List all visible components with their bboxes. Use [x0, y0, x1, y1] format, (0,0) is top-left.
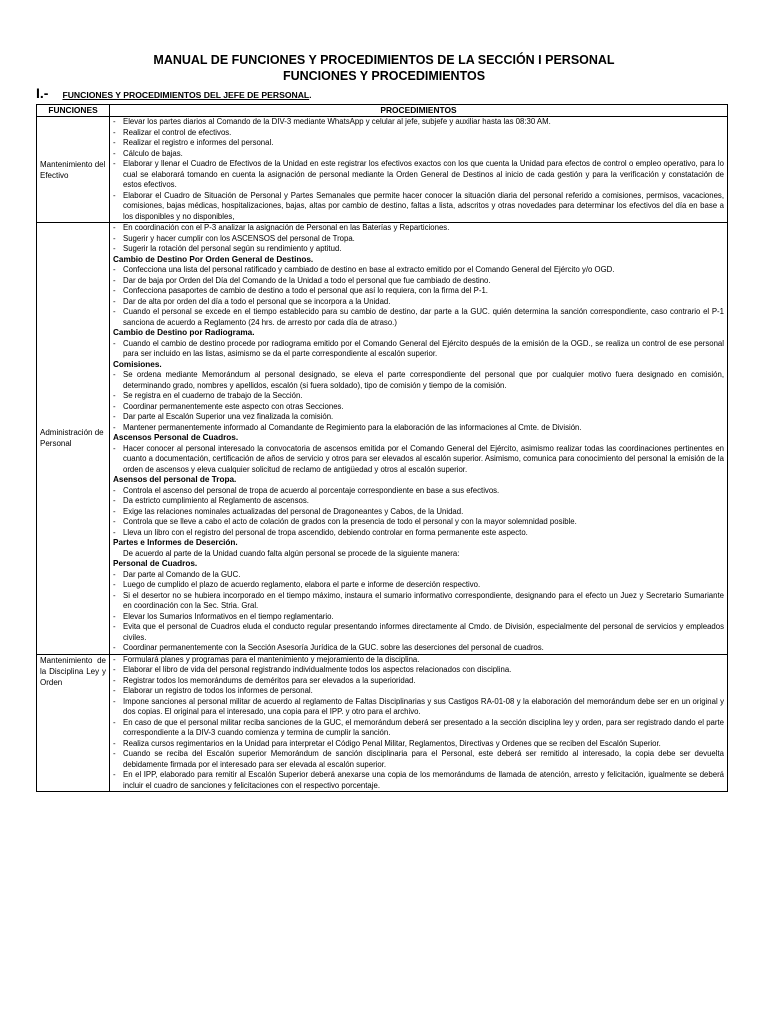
procedure-list: [113, 117, 724, 222]
list-item: - Cuando el cambio de destino procede por radiograma emitido por el Comando General del Ejército después de la emisión de la OGD., se realiza un control de ese personal para ser incluido en las listas, asimismo se da el parte correspondiente al escalón superior.: [113, 339, 724, 360]
list-item: - Elevar los Sumarios Informativos en el tiempo reglamentario.: [113, 612, 724, 623]
list-item: - Exige las relaciones nominales actualizadas del personal de Dragoneantes y Cabos, de la Unidad.: [113, 507, 724, 518]
subsection-heading: Comisiones.: [113, 359, 162, 369]
procedure-list: [113, 444, 724, 476]
procedures-cell: [110, 654, 728, 792]
section-heading: [36, 85, 312, 103]
functions-procedures-table: [36, 104, 728, 792]
list-item: - Cuando se reciba del Escalón superior Memorándum de sanción disciplinaria para el Personal, este deberá ser remitido al interesado, la copia debe ser devuelta debidamente firmada por el interesado para ser elevada al escalón superior.: [113, 749, 724, 770]
list-item: - Evita que el personal de Cuadros eluda el conducto regular presentando informes directamente al Cmdo. de División, especialmente del personal de servicios y empleados civiles.: [113, 622, 724, 643]
procedures-cell: [110, 117, 728, 223]
list-item: - Dar parte al Escalón Superior una vez finalizada la comisión.: [113, 412, 724, 423]
list-item: - Confecciona pasaportes de cambio de destino a todo el personal que así lo requiera, con la firma del P-1.: [113, 286, 724, 297]
section-number: I.-: [36, 85, 49, 101]
procedure-list: [113, 339, 724, 360]
list-item: - Elaborar un registro de todos los informes de personal.: [113, 686, 724, 697]
list-item: - Realizar el control de efectivos.: [113, 128, 724, 139]
subsection-heading: Cambio de Destino por Radiograma.: [113, 328, 255, 337]
subsection-heading: Personal de Cuadros.: [113, 559, 198, 568]
table-row: [37, 117, 728, 223]
list-item: - Dar de baja por Orden del Día del Comando de la Unidad a todo el personal que fue cambiado de destino.: [113, 276, 724, 287]
list-item: - Controla el ascenso del personal de tropa de acuerdo al porcentaje correspondiente en base a sus efectivos.: [113, 486, 724, 497]
procedure-list: [113, 265, 724, 328]
list-item: - En coordinación con el P-3 analizar la asignación de Personal en las Baterías y Reparticiones.: [113, 223, 724, 234]
list-item: - Sugerir la rotación del personal según su rendimiento y aptitud.: [113, 244, 724, 255]
function-cell: Mantenimiento de la Disciplina Ley y Orden: [37, 654, 110, 792]
list-item: - Hacer conocer al personal interesado la convocatoria de ascensos emitida por el Comando General del Ejército, asimismo realizar todas las coordinaciones pertinentes en cuanto a documentación, certificación de años de servicio y otros para ser elevados al escalón superior. Asimismo, comunica para conocimiento del personal la emisión de la orden de ascensos y eleva cualquier solicitud de reclamo de antigüedad y otros al escalón superior.: [113, 444, 724, 476]
list-item: - Elevar los partes diarios al Comando de la DIV-3 mediante WhatsApp y celular al jefe, subjefe y auxiliar hasta las 08:30 AM.: [113, 117, 724, 128]
list-item: - En el IPP, elaborado para remitir al Escalón Superior deberá anexarse una copia de los memorándums de llamada de atención, arresto y felicitación, igualmente se deberá incluir el cuadro de sanciones y felicitaciones con el respectivo porcentaje.: [113, 770, 724, 791]
subsection-heading: Ascensos Personal de Cuadros.: [113, 433, 239, 442]
function-cell: Mantenimiento del Efectivo: [37, 117, 110, 223]
document-subtitle: FUNCIONES Y PROCEDIMIENTOS: [282, 69, 486, 83]
list-item: - Coordinar permanentemente este aspecto con otras Secciones.: [113, 402, 724, 413]
list-item: - Si el desertor no se hubiera incorporado en el tiempo máximo, instaura el sumario informativo correspondiente, designando para el efecto un Juez y Secretario Sumariante en coordinación con la Sec. Stria. Gral.: [113, 591, 724, 612]
table-header-row: [37, 105, 728, 117]
table-row: [37, 223, 728, 655]
procedure-list: [113, 223, 724, 255]
list-item: - Se registra en el cuaderno de trabajo de la Sección.: [113, 391, 724, 402]
list-item: - Registrar todos los memorándums de deméritos para ser elevados a la superioridad.: [113, 676, 724, 687]
list-item: - Confecciona una lista del personal ratificado y cambiado de destino en base al extracto emitido por el Comando General del Ejército y/o OGD.: [113, 265, 724, 276]
table-row: [37, 654, 728, 792]
table-body: [37, 117, 728, 792]
section-title-suffix: .: [309, 90, 312, 100]
subsection-heading: Cambio de Destino Por Orden General de Destinos.: [113, 254, 314, 264]
procedure-list: [113, 570, 724, 654]
list-item: - Lleva un libro con el registro del personal de tropa ascendido, debiendo controlar en forma permanente este aspecto.: [113, 528, 724, 539]
list-item: - Luego de cumplido el plazo de acuerdo reglamento, elabora el parte e informe de deserción respectivo.: [113, 580, 724, 591]
list-item: - Sugerir y hacer cumplir con los ASCENSOS del personal de Tropa.: [113, 234, 724, 245]
subsection-heading: Asensos del personal de Tropa.: [113, 475, 237, 484]
list-item: - Formulará planes y programas para el mantenimiento y mejoramiento de la disciplina.: [113, 655, 724, 666]
list-item: - Impone sanciones al personal militar de acuerdo al reglamento de Faltas Disciplinarias y sus Castigos RA-01-08 y la elaboración del memorándum debe ser en un original y dos copias. El original para el interesado, una copia para el IPP. y otro para el archivo.: [113, 697, 724, 718]
procedures-cell: [110, 223, 728, 655]
procedure-list: [113, 370, 724, 433]
list-item: - Coordinar permanentemente con la Sección Asesoría Jurídica de la GUC. sobre las deserciones del personal de cuadros.: [113, 643, 724, 654]
list-item: - En caso de que el personal militar reciba sanciones de la GUC, el memorándum deberá ser presentado a la sección disciplina ley y orden, para ser registrado dando el parte correspondiente a la DIV-3 cuando comienza y termina de cumplir la sanción.: [113, 718, 724, 739]
list-item: - Cálculo de bajas.: [113, 149, 724, 160]
document-title: MANUAL DE FUNCIONES Y PROCEDIMIENTOS DE LA SECCIÓN I PERSONAL: [153, 53, 615, 67]
list-item: - Dar parte al Comando de la GUC.: [113, 570, 724, 581]
list-item: - Dar de alta por orden del día a todo el personal que se incorpora a la Unidad.: [113, 297, 724, 308]
header-procedures: PROCEDIMIENTOS: [110, 105, 728, 117]
function-cell: Administración de Personal: [37, 223, 110, 655]
list-item: - Controla que se lleve a cabo el acto de colación de grados con la presencia de todo el personal y con la mayor solemnidad posible.: [113, 517, 724, 528]
list-item: - Elaborar y llenar el Cuadro de Efectivos de la Unidad en este registrar los efectivos exactos con los que cuenta la Unidad para efectos de control o empleo operativo, para lo cual se elaborará tomando en cuenta la asignación de personal mediante la Orden General de Destinos al inicio de cada gestión y para la verificación y constatación de estos efectivos.: [113, 159, 724, 191]
list-item: - Elaborar el Cuadro de Situación de Personal y Partes Semanales que permite hacer conocer la situación diaria del personal referido a comisiones, permisos, vacaciones, comisiones, bajas médicas, hospitalizaciones, bajas, altas por cambio de destino, faltas a lista, adscritos y otras novedades para determinar los efectivos del día en base a los disponibles y no disponibles,: [113, 191, 724, 223]
paragraph: De acuerdo al parte de la Unidad cuando falta algún personal se procede de la siguiente manera:: [123, 548, 460, 558]
section-title: FUNCIONES Y PROCEDIMIENTOS DEL JEFE DE PERSONAL: [62, 90, 310, 100]
list-item: - Elaborar el libro de vida del personal registrando individualmente todos los aspectos relacionados con disciplina.: [113, 665, 724, 676]
list-item: - Realiza cursos regimentarios en la Unidad para interpretar el Código Penal Militar, Reglamentos, Directivas y Ordenes que se reciben del Escalón Superior.: [113, 739, 724, 750]
list-item: - Mantener permanentemente informado al Comandante de Regimiento para la elaboración de las informaciones al Cmte. de División.: [113, 423, 724, 434]
header-functions: FUNCIONES: [37, 105, 110, 117]
list-item: - Da estricto cumplimiento al Reglamento de ascensos.: [113, 496, 724, 507]
list-item: - Cuando el personal se excede en el tiempo establecido para su cambio de destino, dar parte a la GUC. quién determina la sanción correspondiente, caso contrario el P-1 sanciona de acuerdo a Reglamento (24 hrs. de arresto por cada día de atraso.): [113, 307, 724, 328]
list-item: - Realizar el registro e informes del personal.: [113, 138, 724, 149]
list-item: - Se ordena mediante Memorándum al personal designado, se eleva el parte correspondiente del personal que por cualquier motivo fuera designado en comisión, determinando grado, nombres y apellidos, escalón (si fuera soldado), tipo de comisión y tiempo de la comisión.: [113, 370, 724, 391]
procedure-list: [113, 486, 724, 539]
procedure-list: [113, 655, 724, 792]
subsection-heading: Partes e Informes de Deserción.: [113, 538, 238, 547]
